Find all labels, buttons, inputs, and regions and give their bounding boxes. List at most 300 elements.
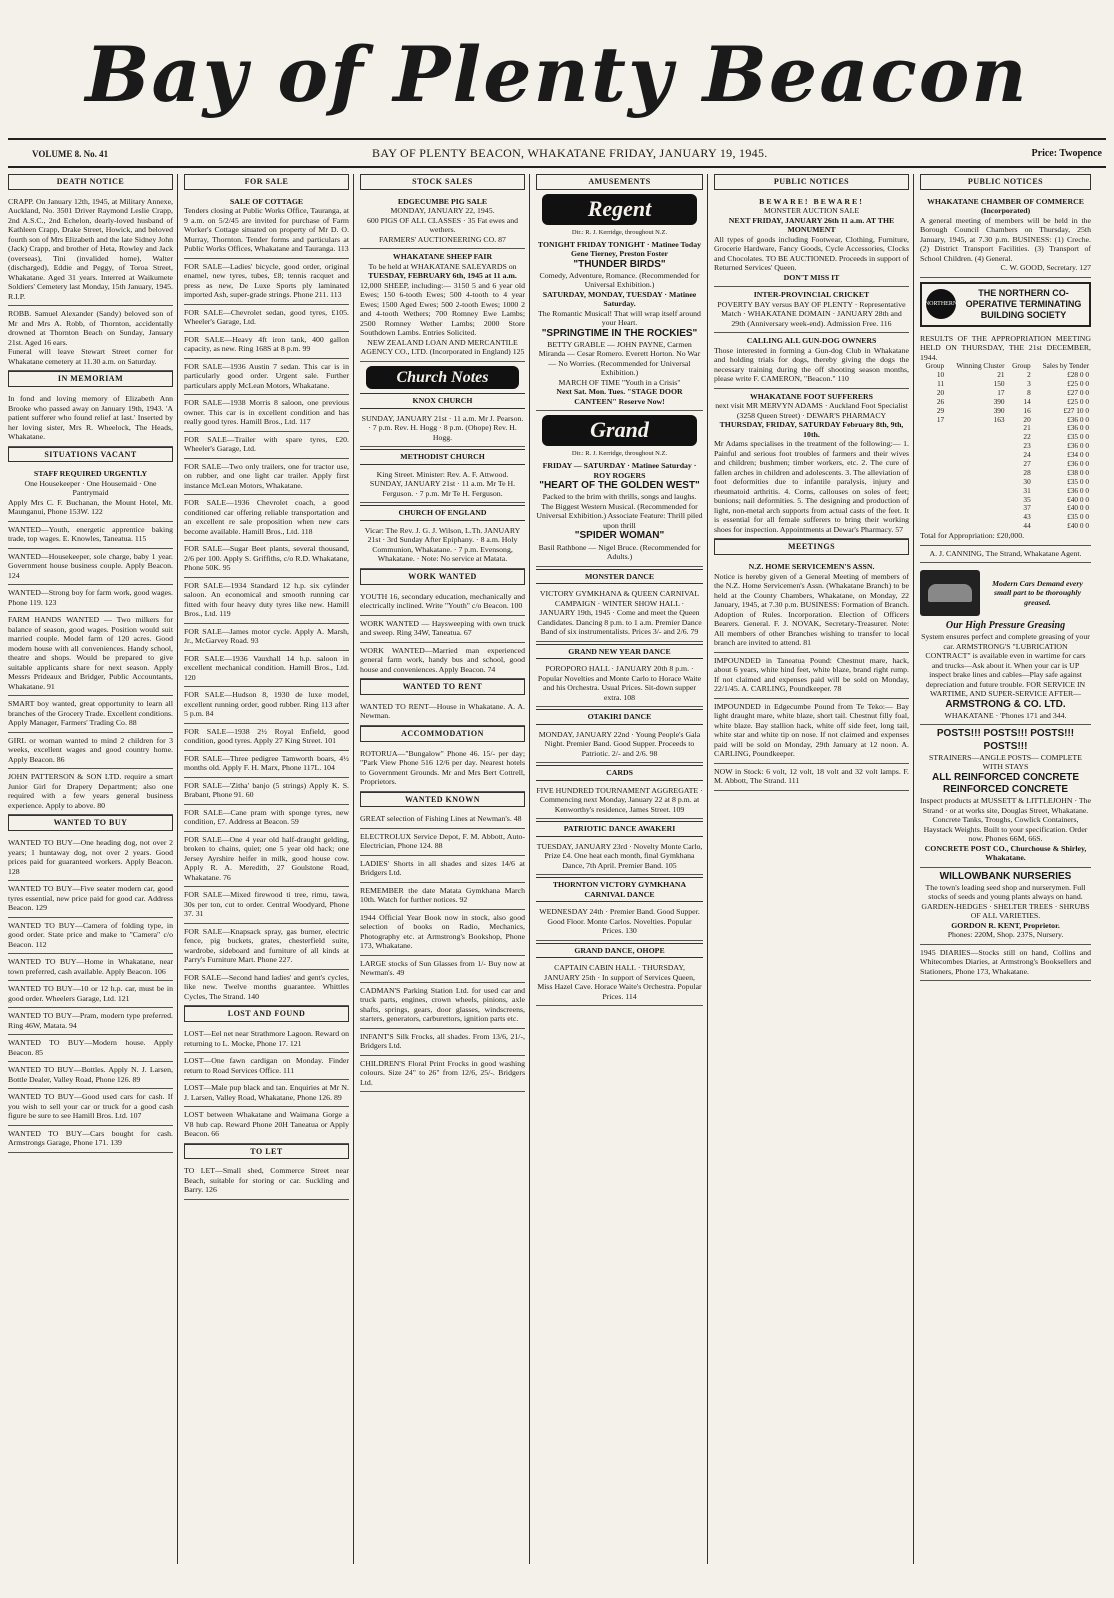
section-title: WANTED TO RENT <box>360 679 525 695</box>
classified-ad: WANTED TO BUY—Five seater modern car, good tyres essential, new price paid for good car. Address Beacon. 129 <box>8 881 173 918</box>
masthead <box>8 8 1106 140</box>
ballot-cell <box>946 522 1006 531</box>
ballot-row <box>920 469 1091 478</box>
column-amusements <box>536 174 708 1564</box>
ballot-cell: £36 0 0 <box>1067 458 1089 468</box>
ballot-cell: 163 <box>993 414 1005 424</box>
armstrong-ad <box>920 563 1091 725</box>
ballot-row <box>920 380 1091 389</box>
ballot-cell: 17 <box>997 387 1005 397</box>
ballot-cell: £36 0 0 <box>1067 423 1089 433</box>
ballot-cell <box>920 424 946 433</box>
ballot-cell <box>920 451 946 460</box>
classified-ad: GREAT selection of Fishing Lines at Newman's. 48 <box>360 811 525 829</box>
ad-signature: C. W. GOOD, Secretary. 127 <box>1000 263 1091 273</box>
classified-ad: REMEMBER the date Matata Gymkhana March 10th. Watch for further notices. 92 <box>360 883 525 910</box>
film-desc: Comedy, Adventure, Romance. (Recommended for Universal Exhibition.) <box>539 270 700 290</box>
company-contact: WHAKATANE · 'Phones 171 and 344. <box>944 710 1067 720</box>
ad-heading: MONSTER AUCTION SALE <box>763 206 860 216</box>
section-title: WORK WANTED <box>360 569 525 585</box>
ballot-cell: 30 <box>1023 476 1031 486</box>
classified-ad: LOST—Eel net near Strathmore Lagoon. Reward on returning to L. Mocke, Phone 17. 121 <box>184 1026 349 1053</box>
ballot-cell: 20 <box>936 387 945 397</box>
column-stock-sales <box>360 174 530 1564</box>
ad-text: Those interested in forming a Gun-dog Club in Whakatane and holding trials for dogs, thereby giving the dogs the necessary training during the off shooting season months, please write F. CAMERON, "Beacon." 110 <box>714 345 909 384</box>
ballot-cell <box>946 496 1006 505</box>
ballot-heading: RESULTS OF THE APPROPRIATION MEETING HELD ON THURSDAY, THE 21st DECEMBER, 1944. <box>920 333 1091 362</box>
event-heading: PATRIOTIC DANCE AWAKERI <box>536 821 703 837</box>
ad-text: To be held at WHAKATANE SALEYARDS on <box>368 261 517 271</box>
ballot-cell: 3 <box>1027 378 1031 388</box>
ballot-cell <box>920 469 946 478</box>
ad-text: The town's leading seed shop and nurserymen. Full stocks of seeds and young plants always on hand. GARDEN-HEDGES · SHELTER TREES · SHRUBS OF ALL VARIETIES. <box>921 882 1090 921</box>
film-title: "HEART OF THE GOLDEN WEST" <box>539 480 700 492</box>
ad-heading: EDGECUMBE PIG SALE <box>397 196 488 206</box>
company-name: CONCRETE POST CO., Churchouse & Shirley, Whakatane. <box>924 843 1087 863</box>
classified-ad: FOR SALE—1936 Chevrolet coach, a good conditioned car offering reliable transportation and an excellent re sale proposition when new cars become available. Hamill Bros., Ltd. 118 <box>184 495 349 541</box>
grand-theatre-logo: Grand <box>542 415 697 446</box>
ad-heading: STAFF REQUIRED URGENTLY <box>33 469 148 479</box>
ad-text: Concrete Tanks, Troughs, Cowlick Containers, Haystack Weights. Built to your specification. Order now. Phones 66M, 66S. <box>923 815 1088 844</box>
impound-notice: IMPOUNDED in Edgecumbe Pound from Te Teko:— Bay light draught mare, white blaze, short tail. Chestnut filly foal, white blaze. Bay stallion hack, white off side feet, long tail, white star and white tip on nose. If not claimed and expenses paid will be sold on Monday, 29th January at 12 noon. A. CARLING, Poundkeeper. <box>714 699 909 764</box>
building-society-logo <box>920 282 1091 327</box>
event-heading: OTAKIRI DANCE <box>536 709 703 725</box>
ballot-row <box>920 478 1091 487</box>
ballot-row <box>920 487 1091 496</box>
ad-heading: BEWARE! BEWARE! <box>759 196 864 206</box>
ad-heading: WHAKATANE SHEEP FAIR <box>392 252 493 262</box>
ad-agent: FARMERS' AUCTIONEERING CO. 87 <box>379 234 506 244</box>
film-cast: Gene Tierney, Preston Foster <box>570 249 668 258</box>
classified-ad: FOR SALE—'Zitha' banjo (5 strings) Apply K. S. Brabant, Phone 91. 60 <box>184 778 349 805</box>
church-text: SUNDAY, JANUARY 21st · 11 a.m. Mr J. Pearson. · 7 p.m. Rev. H. Hogg · 8 p.m. (Ohope) Rev. H. Hogg. <box>360 411 525 448</box>
foot-specialist-notice <box>714 389 909 540</box>
chamber-notice <box>920 194 1091 278</box>
classified-ad: WANTED TO BUY—Good used cars for cash. If you wish to sell your car or truck for a good cash figure be sure to see Hamill Bros. Ltd. 107 <box>8 1089 173 1126</box>
event-text: TUESDAY, JANUARY 23rd · Novelty Monte Carlo, Prize £4. One heat each month, final Gymkhana Dance, 7th April. Premier Band. 105 <box>536 839 703 876</box>
event-heading: MONSTER DANCE <box>536 569 703 585</box>
classified-ad: WANTED—Youth, energetic apprentice baking trade, top wages. E. Knowles, Taneatua. 115 <box>8 522 173 549</box>
price: Price: Twopence <box>1031 148 1102 159</box>
ballot-cell: 16 <box>1023 405 1031 415</box>
film-title: "SPRINGTIME IN THE ROCKIES" <box>541 327 698 339</box>
classified-ad: ELECTROLUX Service Depot, F. M. Abbott, Auto-Electrician, Phone 124. 88 <box>360 829 525 856</box>
ballot-cell <box>946 442 1006 451</box>
classified-ad: LADIES' Shorts in all shades and sizes 14/6 at Bridgers Ltd. <box>360 856 525 883</box>
column-public-notices-2 <box>920 174 1095 1564</box>
classified-ad: FOR SALE—1934 Standard 12 h.p. six cylinder saloon. An economical and smooth running car fitted with four heavy duty tyres like new. Hamill Bros., Ltd. 119 <box>184 578 349 624</box>
classified-ad: WANTED—Housekeeper, sole charge, baby 1 year. Government house business couple. Apply Beacon. 124 <box>8 549 173 586</box>
classified-ad: FOR SALE—James motor cycle. Apply A. Marsh, Jr., McGarvey Road. 93 <box>184 624 349 651</box>
church-text: Vicar: The Rev. J. G. J. Wilson, L.Th. JANUARY 21st · 3rd Sunday After Epiphany. · 8 a.m. Holy Communion, Whakatane. · 7 p.m. Evensong, Whakatane. · Note: No service at Matata. <box>360 523 525 569</box>
ad-heading: WHAKATANE FOOT SUFFERERS <box>749 391 874 401</box>
classified-ad: ROTORUA—"Bungalow" Phone 46. 15/- per day; "Park View Phone 516 12/6 per day. Nearest hotels to Government Grounds. Mr and Mrs Bert Cottrell, Proprietors. <box>360 746 525 792</box>
ballot-cell: 2 <box>1027 370 1031 380</box>
ballot-cell: 31 <box>1023 485 1031 495</box>
ballot-cell: 37 <box>1023 503 1031 513</box>
classified-ad: FOR SALE—Three pedigree Tamworth boars, 4½ months old. Apply F. H. Marx, Phone 117L. 104 <box>184 751 349 778</box>
ad-text: A general meeting of members will be held in the Borough Council Chambers on Thursday, 25th January, 1945, at 7.30 p.m. BUSINESS: (1) Creche. (2) District Transport Facilities. (3) Transport of School Children. (4) General. <box>920 215 1091 263</box>
classified-ad: FOR SALE—Heavy 4ft iron tank, 400 gallon capacity, as new. Ring 168S at 8 p.m. 99 <box>184 332 349 359</box>
classified-ad: FOR SALE—1938 Morris 8 saloon, one previous owner. This car is in excellent condition and has really good tyres. Hamill Bros., Ltd. 117 <box>184 395 349 432</box>
section-title: SITUATIONS VACANT <box>8 447 173 463</box>
ballot-cell: £38 0 0 <box>1067 467 1089 477</box>
car-illustration-icon <box>920 570 980 616</box>
company-name: GORDON R. KENT, Proprietor. <box>951 920 1060 930</box>
ad-text: Inspect products at MUSSETT & LITTLEJOHN · The Strand · or at works site, Douglas Street, Whakatane. <box>920 796 1091 815</box>
company-contact: Phones: 220M, Shop. 237S, Nursery. <box>947 930 1064 940</box>
ballot-row <box>920 451 1091 460</box>
classified-ad: WANTED—Strong boy for farm work, good wages. Phone 119. 123 <box>8 585 173 612</box>
ballot-cell: 23 <box>1023 441 1031 451</box>
ad-text: Tenders closing at Public Works Office, Tauranga, at 9 a.m. on 5/2/45 are invited for purchase of Farm Worker's Cottage situated on property of Mr D. O. Murray, Thornton. Tender forms and particulars at Public Works Offices, Whakatane and Tauranga. 113 <box>184 206 349 254</box>
ballot-row <box>920 442 1091 451</box>
dateline <box>8 140 1106 168</box>
classified-ad: WANTED TO BUY—Home in Whakatane, near town preferred, cash available. Apply Beacon. 106 <box>8 954 173 981</box>
film-listing <box>536 237 703 412</box>
ballot-cell: 10 <box>936 370 945 380</box>
columns <box>8 174 1106 1564</box>
church-notes-banner: Church Notes <box>366 366 519 390</box>
classified-ad: WANTED TO BUY—Bottles. Apply N. J. Larsen, Bottle Dealer, Valley Road, Phone 126. 89 <box>8 1062 173 1089</box>
company-name: ARMSTRONG & CO. LTD. <box>945 698 1066 710</box>
regent-theatre-logo: Regent <box>542 194 697 225</box>
classified-ad: LOST—Male pup black and tan. Enquiries at Mr N. J. Larsen, Valley Road, Whakatane, Phone 126. 89 <box>184 1080 349 1107</box>
section-title: STOCK SALES <box>360 174 525 190</box>
classified-ad: FOR SALE—Hudson 8, 1930 de luxe model, excellent running order, good rubber. Ring 113 after 5 p.m. 84 <box>184 687 349 724</box>
ballot-row <box>920 460 1091 469</box>
ad-tagline: DON'T MISS IT <box>783 272 840 282</box>
ballot-cell: 17 <box>936 414 945 424</box>
ballot-cell <box>920 513 946 522</box>
ballot-row <box>920 407 1091 416</box>
notice <box>8 306 173 371</box>
section-title: IN MEMORIAM <box>8 371 173 387</box>
ballot-cell <box>920 442 946 451</box>
classified-ad: 1944 Official Year Book now in stock, also good selection of books on Radio, Mechanics, Photography etc. at Armstrong's Bookshop, Phone 173, Whakatane. <box>360 910 525 956</box>
classified-ad: FOR SALE—Sugar Beet plants, several thousand, 2/6 per 100. Apply S. Griffiths, c/o R.D. Whakatane, Phone 50K. 95 <box>184 541 349 578</box>
ad-heading: POSTS!!! POSTS!!! POSTS!!! POSTS!!! <box>936 728 1075 752</box>
ad-date: TUESDAY, FEBRUARY 6th, 1945 at 11 a.m. <box>368 271 517 281</box>
ad-text: All types of goods including Footwear, Clothing, Furniture, Grocerie Hardware, Fancy Goods, Cycle Accessories, Clocks and Chocolates. TO BE AUCTIONED. Proceeds in support of Returned Services' Queen. <box>714 234 909 273</box>
ballot-cell: £36 0 0 <box>1067 441 1089 451</box>
classified-ad: FOR SALE—Trailer with spare tyres, £20. Wheeler's Garage, Ltd. <box>184 432 349 459</box>
col-header: Winning Cluster <box>956 361 1005 371</box>
ballot-table <box>920 362 1091 531</box>
event-text: VICTORY GYMKHANA & QUEEN CARNIVAL CAMPAIGN · WINTER SHOW HALL · JANUARY 19th, 1945 · Come and meet the Queen Candidates. Dancing 8 p.m. to 1 a.m. Premier Dance Band of six instrumentalists. Prices 3/- and 2/6. 79 <box>536 586 703 642</box>
section-title: PUBLIC NOTICES <box>920 174 1091 190</box>
film-short: MARCH OF TIME "Youth in a Crisis" <box>558 377 681 387</box>
classified-ad: FOR SALE—Two only trailers, one for tractor use, on rubber, and one light car trailer. Apply first instance McLean Motors, Whakatane. <box>184 459 349 496</box>
event-text: WEDNESDAY 24th · Premier Band. Good Supper. Good Floor. Monte Carlos. Novelties. Popular Prices. 130 <box>536 904 703 941</box>
ad-text: 12,000 SHEEP, including:— 3150 5 and 6 year old Ewes; 150 6-tooth Ewes; 500 4-tooth to 4 year Ewes; 1500 Aged Ewes; 500 2-tooth Ewes; 1000 2 and 4-tooth Wethers; 700 Romney Ewe Lambs; 2500 Romney Wether Lambs; 2000 Store Southdown Lambs. Entries Solicited. <box>360 280 525 338</box>
classified-ad: LOST—One fawn cardigan on Monday. Finder return to Road Services Office. 111 <box>184 1053 349 1080</box>
ballot-cell: 11 <box>937 378 945 388</box>
film-desc: Packed to the brim with thrills, songs and laughs. The Biggest Western Musical. (Recommended for Universal Exhibition.) Associate Feature: Thrill piled upon thrill <box>536 492 703 530</box>
classified-ad: FOR SALE—Mixed firewood ti tree, rimu, tawa, 30s per ton, cut to order. Central Woodyard, Phone 37. 31 <box>184 887 349 924</box>
ballot-row <box>920 424 1091 433</box>
ad-heading: CALLING ALL GUN-DOG OWNERS <box>746 336 877 346</box>
ballot-cell: 44 <box>1023 521 1031 531</box>
film-listing <box>536 458 703 566</box>
classified-ad <box>8 466 173 522</box>
ballot-cell: 14 <box>1023 396 1031 406</box>
classified-ad: LARGE stocks of Sun Glasses from 1/- Buy now at Newman's. 49 <box>360 956 525 983</box>
film-cast: BETTY GRABLE — JOHN PAYNE, Carmen Miranda — Cesar Romero. Everett Horton. No War — No Worries. (Recommended for Universal Exhibition.) <box>538 339 701 378</box>
film-title: "THUNDER BIRDS" <box>573 258 666 270</box>
classified-ad: CADMAN'S Parking Station Ltd. for used car and truck parts, engines, crown wheels, pinions, axle shafts, springs, gears, door glasses, windscreens, starters, generators, carburettors, ignition parts etc. <box>360 983 525 1029</box>
ballot-cell <box>946 504 1006 513</box>
church-heading: CHURCH OF ENGLAND <box>360 505 525 521</box>
classified-ad <box>184 194 349 259</box>
ballot-cell <box>920 504 946 513</box>
coming-soon: Next Sat. Mon. Tues. "STAGE DOOR CANTEEN" Reserve Now! <box>556 387 683 406</box>
classified-ad: CHILDREN'S Floral Print Frocks in good washing colours. Size 24" to 26" from 12/6, 25/-. Bridgers Ltd. <box>360 1056 525 1093</box>
ad-date: NEXT FRIDAY, JANUARY 26th 11 a.m. AT THE MONUMENT <box>728 215 895 235</box>
classified-ad: FOR SALE—1938 2½ Royal Enfield, good condition, good tyres. Apply 27 King Street. 101 <box>184 724 349 751</box>
col-header: Group <box>1012 361 1031 371</box>
ad-date: THURSDAY, FRIDAY, SATURDAY February 8th, 9th, 10th. <box>719 420 904 439</box>
impound-notice: IMPOUNDED in Taneatua Pound: Chestnut mare, hack, about 6 years, white hind feet, white blaze, brand right rump. If not claimed and expenses paid will be sold on Monday, 22/1/45. A. CARLING, Poundkeeper. 78 <box>714 653 909 699</box>
classified-ad: TO LET—Small shed, Commerce Street near Beach, suitable for storing or car. Suckling and Barry. 126 <box>184 1163 349 1200</box>
cricket-notice <box>714 287 909 333</box>
classified-ad: WORK WANTED—Married man experienced general farm work, handy bus and school, good house and conveniences. Apply Beacon. 74 <box>360 643 525 680</box>
section-title: PUBLIC NOTICES <box>714 174 909 190</box>
ballot-header-row <box>920 362 1091 371</box>
classified-ad: LOST between Whakatane and Waimana Gorge a V8 hub cap. Reward Phone 20H Taneatua or Apply Beacon. 66 <box>184 1107 349 1144</box>
ballot-cell: £35 0 0 <box>1067 512 1089 522</box>
film-desc: The Romantic Musical! That will wrap itself around your Heart. <box>538 308 701 328</box>
society-name: THE NORTHERN CO-OPERATIVE TERMINATING BUILDING SOCIETY <box>965 287 1082 320</box>
ad-subheading: next visit MR MERVYN ADAMS · Auckland Foot Specialist (3258 Queen Street) · DEWAR'S PHARMACY <box>715 401 908 420</box>
classified-ad: 1945 DIARIES—Stocks still on hand, Collins and Whitecombes Diaries, at Armstrong's Booksellers and Stationers, Phone 173, Whakatane. <box>920 945 1091 982</box>
event-heading: GRAND DANCE, OHOPE <box>536 943 703 959</box>
showtime: FRIDAY — SATURDAY · Matinee Saturday · ROY ROGERS <box>542 461 697 480</box>
ballot-row <box>920 433 1091 442</box>
section-title: AMUSEMENTS <box>536 174 703 190</box>
ad-text: STRAINERS—ANGLE POSTS— COMPLETE WITH STAYS <box>929 752 1082 772</box>
ballot-cell <box>920 433 946 442</box>
ballot-cell: £35 0 0 <box>1067 476 1089 486</box>
ballot-cell: £35 0 0 <box>1067 432 1089 442</box>
ballot-cell <box>920 522 946 531</box>
classified-ad: WANTED TO BUY—Cars bought for cash. Armstrongs Garage, Phone 171. 139 <box>8 1126 173 1153</box>
section-title: FOR SALE <box>184 174 349 190</box>
church-text: King Street. Minister: Rev. A. F. Attwood. SUNDAY, JANUARY 21st · 11 a.m. Mr Te H. Ferguson. · 7 p.m. Mr Te H. Ferguson. <box>360 467 525 504</box>
gundog-notice <box>714 333 909 389</box>
ballot-cell: £27 10 0 <box>1063 405 1089 415</box>
event-heading: CARDS <box>536 765 703 781</box>
classified-ad: FOR SALE—Cane pram with sponge tyres, new condition, £7. Address at Beacon. 59 <box>184 805 349 832</box>
ballot-row <box>920 513 1091 522</box>
ad-text: 600 PIGS OF ALL CLASSES · 35 Fat ewes and wethers. <box>366 215 519 235</box>
ad-list: One Housekeeper · One Housemaid · One Pantrymaid <box>24 478 157 498</box>
ballot-cell <box>946 424 1006 433</box>
section-title: MEETINGS <box>714 539 909 555</box>
notice: In fond and loving memory of Elizabeth Ann Brooke who passed away on January 19th, 1943. 'A patient sufferer who found relief at last.' Inserted by her loving sister, Mrs R. Wheelock, The Heads, Whakatane. <box>8 391 173 447</box>
classified-ad: FOR SALE—Knapsack spray, gas burner, electric fence, pig buckets, grates, chesterfield suite, wardrobe, sideboard and furniture of all kinds at Parry's Furniture Mart. Phone 227. <box>184 924 349 970</box>
classified-ad: FOR SALE—One 4 year old half-draught gelding, broken to chains, quiet; one 5 year old hack; one Jersey Ayrshire heifer in milk, good house cow. Apply R. A. Meredith, 27 Goulstone Road, Whakatane. 76 <box>184 832 349 888</box>
church-heading: METHODIST CHURCH <box>360 449 525 465</box>
event-text: POROPORO HALL · JANUARY 20th 8 p.m. · Popular Novelties and Monte Carlo to Horace Waite and his Orchestra. Usual Prices. Sit-down supper extra. 108 <box>536 661 703 707</box>
event-heading: GRAND NEW YEAR DANCE <box>536 644 703 660</box>
masthead-title: Bay of Plenty Beacon <box>85 30 1029 119</box>
ballot-cell: £25 0 0 <box>1067 396 1089 406</box>
ballot-cell: 27 <box>1023 458 1031 468</box>
ballot-cell: £28 0 0 <box>1067 370 1089 380</box>
ad-agent: NEW ZEALAND LOAN AND MERCANTILE AGENCY CO., LTD. (Incorporated in England) 125 <box>360 337 525 357</box>
ad-text: System ensures perfect and complete greasing of your car. ARMSTRONG'S "LUBRICATION CONTRACT" is available even in wartime for cars and trucks—Ask about it. When your car is UP inspect brake lines and cables—Play safe against depreciation and future trouble. FOR SERVICE IN WARTIME, AND SUPER-SERVICE AFTER— <box>921 632 1090 699</box>
ballot-cell: 21 <box>997 370 1005 380</box>
theatre-director: Dir.: R. J. Kerridge, throughout N.Z. <box>571 228 668 236</box>
ballot-cell: 43 <box>1023 512 1031 522</box>
classified-ad: FARM HANDS WANTED — Two milkers for balance of season, good wages. Position would suit married couple. Model farm of 120 acres. Good modern house with all conveniences. Handy school, theatre and shops. Would be prepared to give suitable applicants share for next season. Apply Messrs Prideaux and Bridger, Public Accountants, Whakatane. 91 <box>8 612 173 696</box>
classified-ad: FOR SALE—1936 Austin 7 sedan. This car is in particularly good order. Urgent sale. Further particulars apply McLean Motors, Whakatane. <box>184 359 349 396</box>
section-title: TO LET <box>184 1144 349 1160</box>
nursery-ad <box>920 868 1091 945</box>
ballot-cell <box>946 460 1006 469</box>
car-ad-header <box>920 570 1091 616</box>
stock-sale-ad <box>360 249 525 362</box>
classified-ad: NOW in Stock: 6 volt, 12 volt, 18 volt and 32 volt lamps. F. M. Abbott, The Strand. 111 <box>714 764 909 791</box>
classified-ad: WANTED TO BUY—One heading dog, not over 2 years; 1 huntaway dog, not over 2 years. Good prices paid for guaranteed workers. Apply Beacon. 128 <box>8 835 173 881</box>
ad-heading: SALE OF COTTAGE <box>229 196 304 206</box>
ballot-cell: £27 0 0 <box>1067 387 1089 397</box>
ad-heading: WHAKATANE CHAMBER OF COMMERCE (Incorporated) <box>927 196 1084 216</box>
ballot-row <box>920 389 1091 398</box>
ballot-cell: 20 <box>1023 414 1031 424</box>
classified-ad: FOR SALE—Chevrolet sedan, good tyres, £105. Wheeler's Garage, Ltd. <box>184 305 349 332</box>
newspaper-page <box>8 8 1106 1582</box>
ballot-row <box>920 416 1091 425</box>
notice-text: ROBB. Samuel Alexander (Sandy) beloved son of Mr and Mrs A. Robb, of Thornton, accidentally drowned at Thornton Beach on Sunday, January 21st. Aged 16 ears. <box>8 309 173 347</box>
ballot-cell <box>946 478 1006 487</box>
film-title: "SPIDER WOMAN" <box>574 530 665 542</box>
classified-ad: WANTED TO BUY—Pram, modern type preferred. Ring 46W, Matata. 94 <box>8 1008 173 1035</box>
ballot-cell <box>946 451 1006 460</box>
ballot-cell <box>920 478 946 487</box>
col-header: Sales by Tender <box>1042 361 1089 371</box>
ballot-cell: 21 <box>1023 423 1031 433</box>
showtime: TONIGHT FRIDAY TONIGHT · Matinee Today <box>537 239 702 249</box>
ballot-cell: £36 0 0 <box>1067 414 1089 424</box>
meeting-notice <box>714 559 909 653</box>
church-heading: KNOX CHURCH <box>360 393 525 409</box>
col-header: Group <box>925 361 945 371</box>
column-for-sale <box>184 174 354 1564</box>
ad-text: Notice is hereby given of a General Meeting of members of the N.Z. Home Servicemen's Assn. (Whakatane Branch) to be held at the County Chambers, Whakatane, on Monday, 22 January, 1945, at 7.30 p.m. BUSINESS: Formation of Branch. Adoption of Rules. Incorporation. Election of Officers Bearers. General. F. J. NOVAK, Secretary-Treasurer. Note: All members of other Branches wishing to transfer to local branch are invited to attend. 81 <box>714 571 909 647</box>
ballot-cell: 390 <box>993 396 1005 406</box>
ballot-cell: 24 <box>1023 450 1031 460</box>
ad-text: POVERTY BAY versus BAY OF PLENTY · Representative Match · WHAKATANE DOMAIN · JANUARY 28th and 29th (Anniversary week-end). Admission Free. 116 <box>717 299 906 328</box>
classified-ad: YOUTH 16, secondary education, mechanically and electrically inclined. Write "Youth" c/o Beacon. 100 <box>360 589 525 616</box>
ballot-results <box>920 331 1091 546</box>
ballot-cell: 28 <box>1023 467 1031 477</box>
ballot-cell <box>946 433 1006 442</box>
ballot-cell <box>920 496 946 505</box>
ballot-cell: £25 0 0 <box>1067 378 1089 388</box>
issue-date: BAY OF PLENTY BEACON, WHAKATANE FRIDAY, JANUARY 19, 1945. <box>372 146 768 160</box>
ballot-row <box>920 522 1091 531</box>
ballot-cell: 390 <box>993 405 1005 415</box>
section-title: LOST AND FOUND <box>184 1006 349 1022</box>
ballot-cell: 35 <box>1023 494 1031 504</box>
ballot-cell: £40 0 0 <box>1067 503 1089 513</box>
classified-ad: GIRL or woman wanted to mind 2 children for 3 weeks, excellent wages and good country home. Apply Beacon. 86 <box>8 733 173 770</box>
ballot-body <box>920 371 1091 531</box>
ballot-cell <box>946 469 1006 478</box>
classified-ad: FOR SALE—1936 Vauxhall 14 h.p. saloon in excellent mechanical condition. Hamill Bros., Ltd. 120 <box>184 651 349 688</box>
classified-ad: JOHN PATTERSON & SON LTD. require a smart Junior Girl for Drapery Department; also one required with a few years general business experience. Apply to above. 80 <box>8 769 173 815</box>
ballot-row <box>920 504 1091 513</box>
ad-subheading: Our High Pressure Greasing <box>945 620 1066 632</box>
ballot-cell <box>946 487 1006 496</box>
ad-heading: WILLOWBANK NURSERIES <box>939 870 1072 882</box>
agent-notice: A. J. CANNING, The Strand, Whakatane Agent. <box>920 546 1091 564</box>
notice <box>8 194 173 307</box>
ad-heading: N.Z. HOME SERVICEMEN'S ASSN. <box>748 562 875 571</box>
event-text: MONDAY, JANUARY 22nd · Young People's Gala Night. Premier Band. Good Supper. Proceeds to Patriotic. 2/- and 2/6. 98 <box>536 727 703 764</box>
classified-ad: WANTED TO BUY—10 or 12 h.p. car, must be in good order. Wheelers Garage, Ltd. 121 <box>8 981 173 1008</box>
volume-number: VOLUME 8. No. 41 <box>32 148 109 159</box>
ad-text: Mr Adams specialises in the treatment of the following:— 1. Painful and serious foot troubles of farmers and their wives and children; bushmen; timber workers, etc. 2. The cure of fallen arches in children and adolescents. 3. The alleviation of foot deformities due to infantile paralysis, injury and rheumatoid arthritis. 4. Corns, callouses on soles of feet; bunions; nail deformities. 5. The designing and production of light, non-metal arch supports from actual casts of the feet. It is essential for all female sufferers to bring their working shoes for inspection. Appointments at Dewar's Pharmacy. 57 <box>714 439 909 534</box>
ballot-cell: 8 <box>1027 387 1031 397</box>
classified-ad: WANTED TO BUY—Camera of folding type, in good order. State price and make to "Camera" c/o Beacon. 112 <box>8 918 173 955</box>
ad-heading: ALL REINFORCED CONCRETE REINFORCED CONCRETE <box>931 771 1080 796</box>
ballot-cell: 26 <box>936 396 945 406</box>
classified-ad: WANTED TO RENT—House in Whakatane. A. A. Newman. <box>360 699 525 726</box>
ballot-cell: 150 <box>993 378 1005 388</box>
classified-ad: SMART boy wanted, great opportunity to learn all branches of the Grocery Trade. Excellent conditions. Apply Manager, Farmers' Trading Co. 88 <box>8 696 173 733</box>
section-title: DEATH NOTICE <box>8 174 173 190</box>
ballot-row <box>920 371 1091 380</box>
classified-ad: INFANT'S Silk Frocks, all shades. From 13/6, 21/-, Bridgers Ltd. <box>360 1029 525 1056</box>
ballot-row <box>920 496 1091 505</box>
section-title: WANTED TO BUY <box>8 815 173 831</box>
ballot-cell: £40 0 0 <box>1067 494 1089 504</box>
theatre-director: Dir.: R. J. Kerridge, throughout N.Z. <box>571 450 668 458</box>
film-cast: Basil Rathbone — Nigel Bruce. (Recommended for Adults.) <box>538 542 701 561</box>
notice-text: Funeral will leave Stewart Street corner for Whakatane cemetery at 11.30 a.m. on Saturday. <box>8 347 173 366</box>
ballot-cell <box>920 487 946 496</box>
event-text: CAPTAIN CABIN HALL · THURSDAY, JANUARY 25th · In support of Services Queen, Miss Hazel Cave. Horace Waite's Orchestra. Popular Prices. 114 <box>536 960 703 1006</box>
stock-sale-ad <box>360 194 525 250</box>
ballot-cell <box>946 513 1006 522</box>
column-death-notices <box>8 174 178 1564</box>
ballot-cell: £34 0 0 <box>1067 450 1089 460</box>
classified-ad: FOR SALE—Ladies' bicycle, good order, original enamel, new tyres, tubes, £8; tennis racquet and press as new, De Luxe Sports ply laminated imported Ash, super-grade strings. Phone 211. 113 <box>184 259 349 305</box>
classified-ad: WORK WANTED — Haysweeping with own truck and sweep. Ring 34W, Taneatua. 67 <box>360 616 525 643</box>
concrete-post-ad <box>920 725 1091 867</box>
ad-heading: Modern Cars Demand every small part to be thoroughly greased. <box>992 578 1083 607</box>
northern-badge-icon: NORTHERN <box>926 289 956 319</box>
column-public-notices <box>714 174 914 1564</box>
ad-text: Apply Mrs C. F. Buchanan, the Mount Hotel, Mt. Maunganui, Phone 153W. 122 <box>8 497 173 517</box>
ballot-cell <box>920 460 946 469</box>
ad-heading: INTER-PROVINCIAL CRICKET <box>753 290 870 300</box>
event-text: FIVE HUNDRED TOURNAMENT AGGREGATE · Commencing next Monday, January 22 at 8 p.m. at Kenworthy's residence, James Street. 109 <box>536 783 703 820</box>
ad-date: MONDAY, JANUARY 22, 1945. <box>390 206 495 216</box>
ballot-cell: £40 0 0 <box>1067 521 1089 531</box>
auction-notice <box>714 194 909 288</box>
event-heading: THORNTON VICTORY GYMKHANA CARNIVAL DANCE <box>536 877 703 902</box>
section-title: WANTED KNOWN <box>360 792 525 808</box>
showtime: SATURDAY, MONDAY, TUESDAY · Matinee Saturday. <box>542 289 697 309</box>
classified-ad: WANTED TO BUY—Modern house. Apply Beacon. 85 <box>8 1035 173 1062</box>
ballot-cell: £36 0 0 <box>1067 485 1089 495</box>
ballot-cell: 22 <box>1023 432 1031 442</box>
section-title: ACCOMMODATION <box>360 726 525 742</box>
